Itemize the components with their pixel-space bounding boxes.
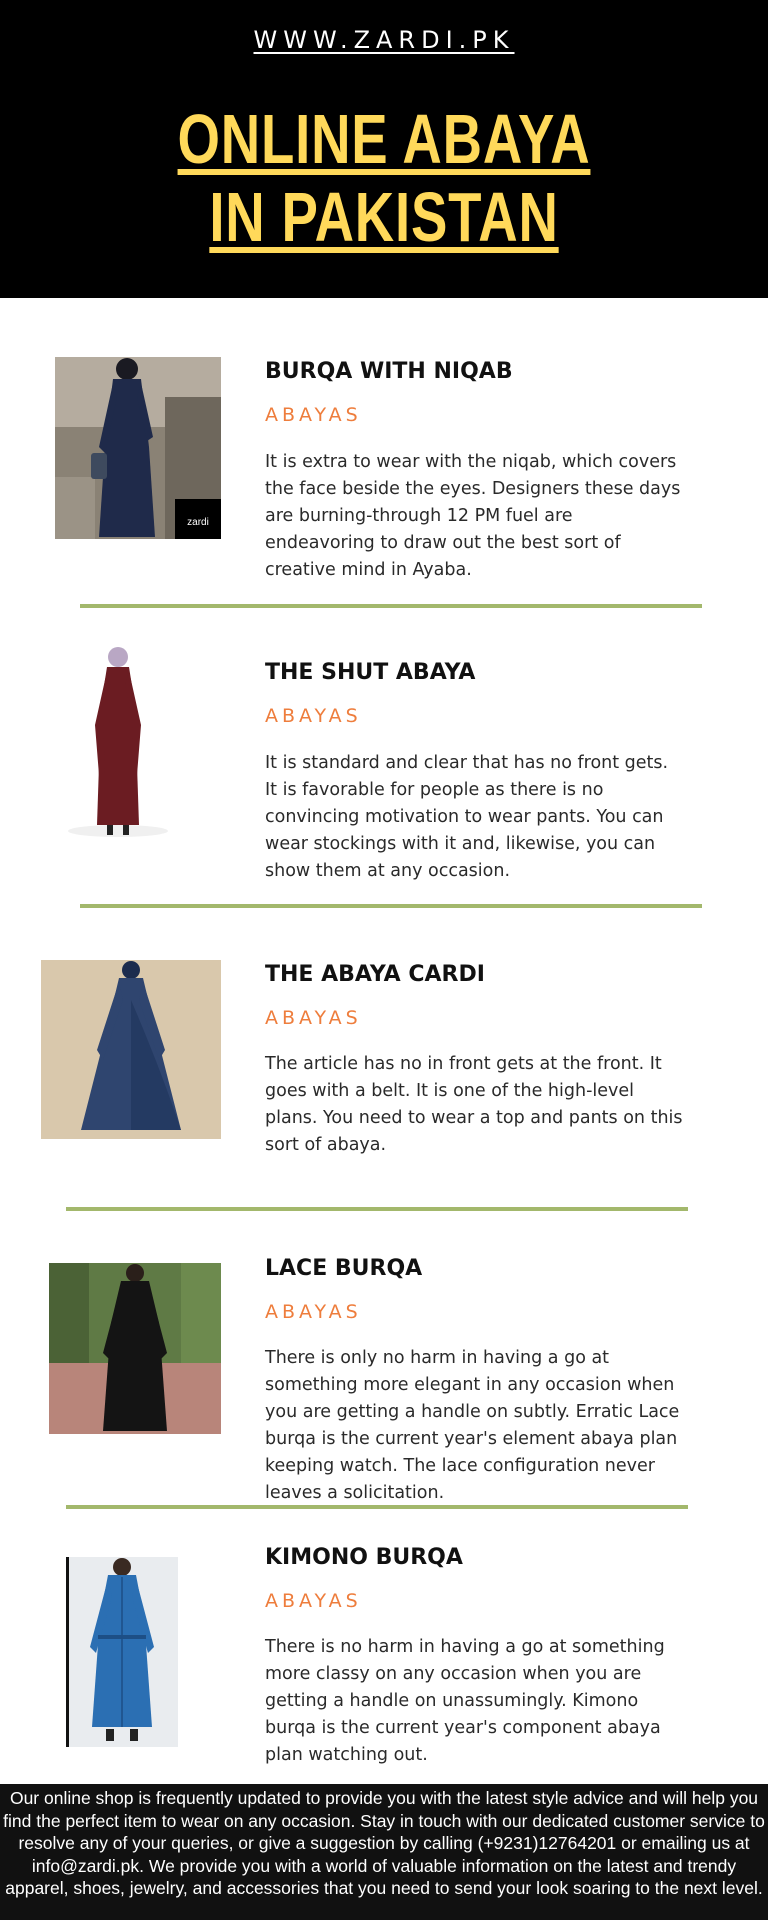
product-image (66, 1557, 178, 1747)
product-image (41, 960, 221, 1139)
product-image (55, 357, 221, 539)
product-description: It is extra to wear with the niqab, which covers the face beside the eyes. Designers these days are burning-through 12 PM fuel are endeavoring to draw out the best sort of creative mind in Ayaba. (265, 452, 681, 580)
product-category: ABAYAS (265, 1301, 362, 1323)
section-divider (80, 904, 702, 908)
product-title: THE SHUT ABAYA (265, 660, 476, 685)
site-url-link[interactable]: WWW.ZARDI.PK (253, 26, 515, 54)
product-description: The article has no in front gets at the front. It goes with a belt. It is one of the high-level plans. You need to wear a top and pants on this sort of abaya. (265, 1054, 683, 1155)
product-title: THE ABAYA CARDI (265, 962, 485, 987)
product-image (49, 1263, 221, 1434)
product-category: ABAYAS (265, 404, 362, 426)
product-category: ABAYAS (265, 1007, 362, 1029)
product-description: There is only no harm in having a go at something more elegant in any occasion when you are getting a handle on subtly. Erratic Lace burqa is the current year's element abaya plan keeping watch. The lace configuration never leaves a solicitation. (265, 1348, 680, 1503)
product-category: ABAYAS (265, 705, 362, 727)
footer-info: Our online shop is frequently updated to provide you with the latest style advice and will help you find the perfect item to wear on any occasion. Stay in touch with our dedicated customer service to resolve any of your queries, or give a suggestion by calling (+9231)12764201 or emailing us at info@zardi.pk. We provide you with a world of valuable information on the latest and trendy apparel, shoes, jewelry, and accessories that you need to send your look soaring to the next level. (0, 1784, 768, 1920)
product-title: LACE BURQA (265, 1256, 423, 1281)
section-divider (66, 1505, 688, 1509)
product-title: BURQA WITH NIQAB (265, 359, 513, 384)
product-title: KIMONO BURQA (265, 1545, 463, 1570)
section-divider (80, 604, 702, 608)
product-description: It is standard and clear that has no front gets. It is favorable for people as there is no convincing motivation to wear pants. You can wear stockings with it and, likewise, you can show them at any occasion. (265, 753, 669, 881)
product-description: There is no harm in having a go at something more classy on any occasion when you are getting a handle on unassumingly. Kimono burqa is the current year's component abaya plan watching out. (265, 1637, 665, 1765)
svg-text:zardi: zardi (187, 517, 209, 528)
product-image (15, 645, 221, 841)
page-title: ONLINE ABAYA IN PAKISTAN (177, 100, 591, 256)
product-category: ABAYAS (265, 1590, 362, 1612)
header-banner (0, 0, 768, 298)
section-divider (66, 1207, 688, 1211)
